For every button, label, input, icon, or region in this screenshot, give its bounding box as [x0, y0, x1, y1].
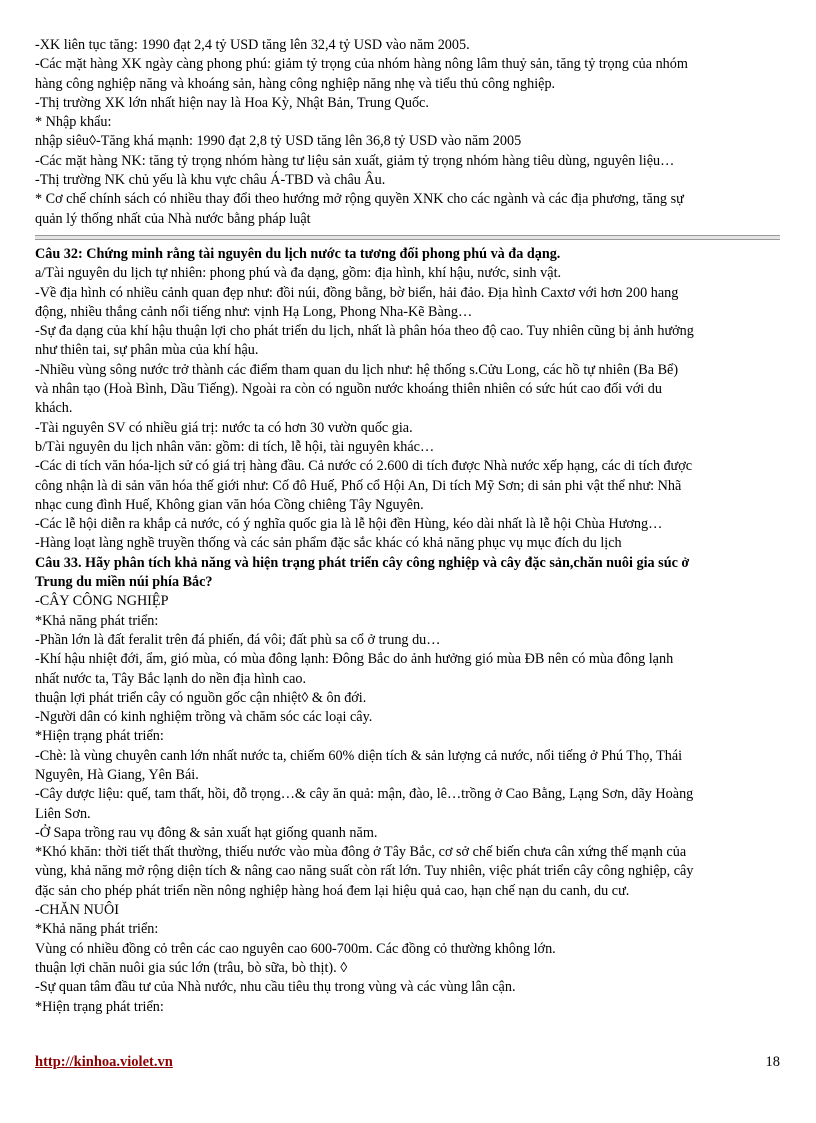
text-line: *Khả năng phát triển: [35, 612, 159, 629]
text-line: như thiên tai, sự phân mùa của khí hậu. [35, 342, 259, 359]
section-question-32 [35, 245, 780, 554]
text-line: nhất nước ta, Tây Bắc lạnh do nền địa hình cao. [35, 670, 307, 687]
text-line: -Các mặt hàng NK: tăng tỷ trọng nhóm hàng tư liệu sản xuất, giảm tỷ trọng nhóm hàng tiêu dùng, nguyên liệu… [35, 152, 675, 169]
text-line: hàng công nghiệp năng và khoáng sản, hàng công nghiệp năng nhẹ và tiểu thủ công nghiệp. [35, 75, 556, 92]
text-line: -Sự đa dạng của khí hậu thuận lợi cho phát triển du lịch, nhất là phân hóa theo độ cao. Tuy nhiên cũng bị ảnh hưởng [35, 323, 694, 340]
text-line: -Thị trường NK chủ yếu là khu vực châu Á-TBD và châu Âu. [35, 172, 386, 189]
text-line: * Cơ chế chính sách có nhiều thay đổi theo hướng mở rộng quyền XNK cho các ngành và các địa phương, tăng sự [35, 191, 684, 208]
section-question-33 [35, 554, 780, 1017]
section-trade [35, 36, 780, 229]
text-line: -Sự quan tâm đầu tư của Nhà nước, nhu cầu tiêu thụ trong vùng và các vùng lân cận. [35, 979, 516, 996]
text-line: quản lý thống nhất của Nhà nước bằng pháp luật [35, 210, 311, 227]
text-line: và nhân tạo (Hoà Bình, Dầu Tiếng). Ngoài ra còn có nguồn nước khoáng thiên nhiên có sức hút cao đối với du [35, 381, 662, 398]
text-line: công nhận là di sản văn hóa thế giới như: Cố đô Huế, Phố cổ Hội An, Di tích Mỹ Sơn; di sản phi vật thể như: Nhã [35, 477, 682, 494]
text-line: -XK liên tục tăng: 1990 đạt 2,4 tỷ USD tăng lên 32,4 tỷ USD vào năm 2005. [35, 37, 470, 53]
text-line: nhạc cung đình Huế, Không gian văn hóa Cồng chiêng Tây Nguyên. [35, 496, 424, 513]
text-line: khách. [35, 400, 73, 417]
text-line: -Phần lớn là đất feralit trên đá phiến, đá vôi; đất phù sa cổ ở trung du… [35, 631, 441, 648]
question-heading: Câu 33. Hãy phân tích khả năng và hiện trạng phát triển cây công nghiệp và cây đặc sản,chăn nuôi gia súc ở [35, 554, 690, 571]
text-line: -Các di tích văn hóa-lịch sử có giá trị hàng đầu. Cả nước có 2.600 di tích được Nhà nước xếp hạng, các di tích được [35, 458, 693, 475]
text-line: động, nhiều thắng cảnh nổi tiếng như: vịnh Hạ Long, Phong Nha-Kẽ Bàng… [35, 303, 473, 320]
text-line: -Các mặt hàng XK ngày càng phong phú: giảm tỷ trọng của nhóm hàng nông lâm thuỷ sản, tăng tỷ trọng của nhóm [35, 56, 688, 73]
text-line: -Chè: là vùng chuyên canh lớn nhất nước ta, chiếm 60% diện tích & sản lượng cả nước, nổi tiếng ở Phú Thọ, Thái [35, 747, 683, 764]
text-line: -Về địa hình có nhiều cảnh quan đẹp như: đồi núi, đồng bằng, bờ biển, hải đảo. Địa hình Caxtơ với hơn 200 hang [35, 284, 679, 301]
section-divider [35, 235, 780, 240]
text-line: -Các lễ hội diễn ra khắp cả nước, có ý nghĩa quốc gia là lễ hội đền Hùng, kéo dài nhất là lễ hội Chùa Hương… [35, 516, 663, 533]
text-line: *Khả năng phát triển: [35, 921, 159, 938]
question-heading: Trung du miền núi phía Bắc? [35, 574, 213, 591]
footer-link[interactable]: http://kinhoa.violet.vn [35, 1054, 173, 1070]
text-line: nhập siêu◊-Tăng khá mạnh: 1990 đạt 2,8 tỷ USD tăng lên 36,8 tỷ USD vào năm 2005 [35, 133, 522, 150]
text-line: đặc sản cho phép phát triển nền nông nghiệp hàng hoá đem lại hiệu quả cao, hạn chế nạn du canh, du cư. [35, 882, 630, 899]
text-line: thuận lợi chăn nuôi gia súc lớn (trâu, bò sữa, bò thịt). ◊ [35, 959, 348, 976]
text-line: *Hiện trạng phát triển: [35, 728, 164, 745]
document-page [35, 36, 780, 1017]
text-line: -Tài nguyên SV có nhiều giá trị: nước ta có hơn 30 vườn quốc gia. [35, 419, 413, 436]
text-line: -Nhiều vùng sông nước trở thành các điểm tham quan du lịch như: hệ thống s.Cửu Long, các hồ tự nhiên (Ba Bể) [35, 361, 679, 378]
text-line: -CÂY CÔNG NGHIỆP [35, 593, 169, 610]
text-line: a/Tài nguyên du lịch tự nhiên: phong phú và đa dạng, gồm: địa hình, khí hậu, nước, sinh vật. [35, 265, 562, 282]
text-line: *Khó khăn: thời tiết thất thường, thiếu nước vào mùa đông ở Tây Bắc, cơ sở chế biến chưa cân xứng thế mạnh của [35, 844, 687, 861]
text-line: -CHĂN NUÔI [35, 902, 119, 919]
text-line: -Ở Sapa trồng rau vụ đông & sản xuất hạt giống quanh năm. [35, 824, 378, 841]
text-line: b/Tài nguyên du lịch nhân văn: gồm: di tích, lễ hội, tài nguyên khác… [35, 438, 435, 455]
text-line: vùng, khả năng mở rộng diện tích & nâng cao năng suất còn rất lớn. Tuy nhiên, việc phát triển cây công nghiệp, cây [35, 863, 694, 880]
text-line: Vùng có nhiều đồng cỏ trên các cao nguyên cao 600-700m. Các đồng cỏ thường không lớn. [35, 940, 556, 957]
text-line: * Nhập khẩu: [35, 114, 112, 131]
text-line: Nguyên, Hà Giang, Yên Bái. [35, 766, 199, 783]
page-number: 18 [765, 1054, 780, 1070]
text-line: -Cây dược liệu: quế, tam thất, hồi, đỗ trọng…& cây ăn quả: mận, đào, lê…trồng ở Cao Bằng, Lạng Sơn, dãy Hoàng [35, 786, 694, 803]
page-footer [35, 1054, 780, 1074]
text-line: thuận lợi phát triển cây có nguồn gốc cận nhiệt◊ & ôn đới. [35, 689, 367, 706]
text-line: -Thị trường XK lớn nhất hiện nay là Hoa Kỳ, Nhật Bản, Trung Quốc. [35, 94, 429, 111]
text-line: Liên Sơn. [35, 805, 91, 822]
question-heading: Câu 32: Chứng minh rằng tài nguyên du lịch nước ta tương đối phong phú và đa dạng. [35, 245, 561, 262]
text-line: *Hiện trạng phát triển: [35, 998, 164, 1015]
text-line: -Người dân có kinh nghiệm trồng và chăm sóc các loại cây. [35, 709, 373, 726]
text-line: -Hàng loạt làng nghề truyền thống và các sản phẩm đặc sắc khác có khả năng phục vụ mục đích du lịch [35, 535, 622, 552]
text-line: -Khí hậu nhiệt đới, ẩm, gió mùa, có mùa đông lạnh: Đông Bắc do ảnh hưởng gió mùa ĐB nên có mùa đông lạnh [35, 651, 674, 668]
